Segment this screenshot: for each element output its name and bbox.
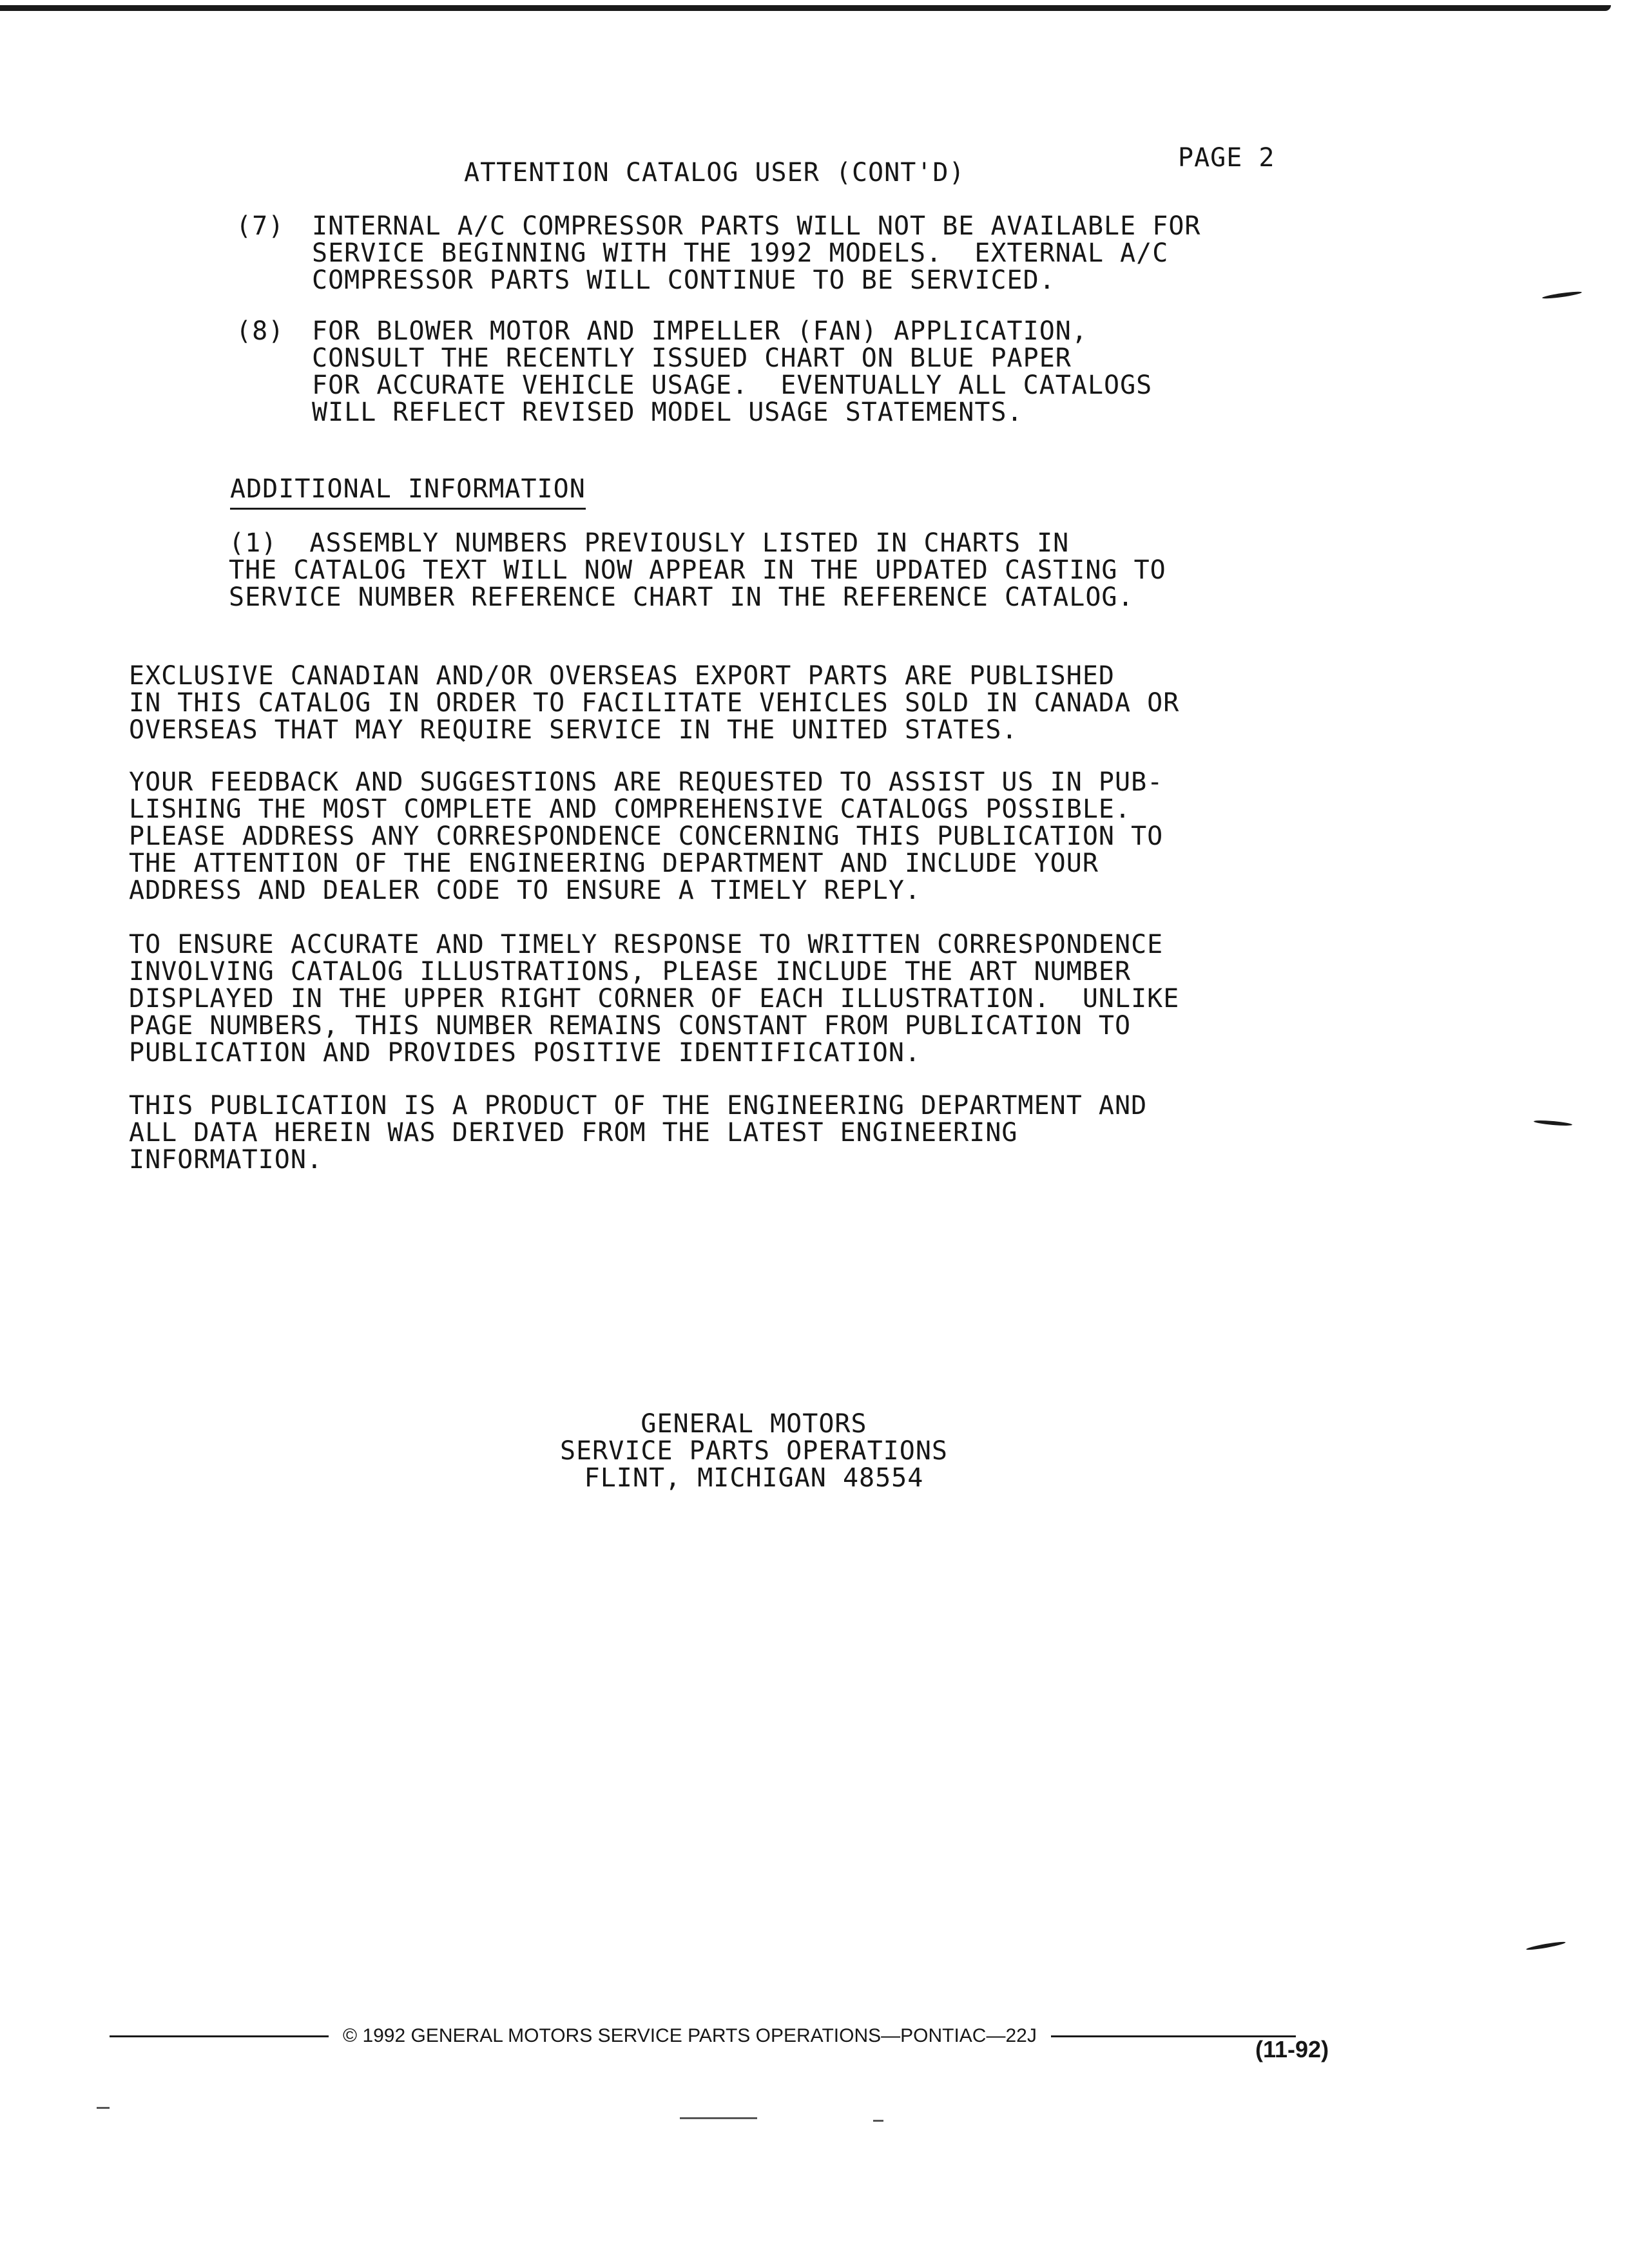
- binding-mark: [1526, 1941, 1566, 1952]
- scan-artifact: [680, 2117, 757, 2119]
- paragraph-engineering: [129, 1092, 1147, 1173]
- item-number: (8): [236, 316, 285, 346]
- page-number: PAGE 2: [1178, 143, 1275, 173]
- numbered-item: [236, 318, 1152, 426]
- item-number: (7): [236, 211, 285, 241]
- item-text: [312, 318, 1152, 426]
- text-line: ADDRESS AND DEALER CODE TO ENSURE A TIMELY REPLY.: [129, 876, 921, 905]
- scan-artifact: [97, 2107, 110, 2109]
- publisher-address: [0, 1410, 1508, 1492]
- text-line: INFORMATION.: [129, 1145, 323, 1175]
- text-line: THE CATALOG TEXT WILL NOW APPEAR IN THE UPDATED CASTING TO: [229, 555, 1166, 585]
- text-line: (1) ASSEMBLY NUMBERS PREVIOUSLY LISTED IN CHARTS IN: [229, 528, 1070, 558]
- section-heading: ADDITIONAL INFORMATION: [230, 474, 586, 510]
- text-line: LISHING THE MOST COMPLETE AND COMPREHENSIVE CATALOGS POSSIBLE.: [129, 794, 1132, 824]
- text-line: PAGE NUMBERS, THIS NUMBER REMAINS CONSTANT FROM PUBLICATION TO: [129, 1011, 1132, 1041]
- text-line: PUBLICATION AND PROVIDES POSITIVE IDENTIFICATION.: [129, 1038, 921, 1068]
- text-line: FOR BLOWER MOTOR AND IMPELLER (FAN) APPLICATION,: [312, 316, 1088, 346]
- text-line: THIS PUBLICATION IS A PRODUCT OF THE ENGINEERING DEPARTMENT AND: [129, 1091, 1148, 1120]
- address-line: SERVICE PARTS OPERATIONS: [560, 1436, 948, 1466]
- paragraph-export-parts: [129, 662, 1179, 744]
- binding-mark: [1542, 291, 1582, 300]
- text-line: IN THIS CATALOG IN ORDER TO FACILITATE VEHICLES SOLD IN CANADA OR: [129, 688, 1180, 718]
- item-text: [312, 213, 1201, 294]
- text-line: ALL DATA HEREIN WAS DERIVED FROM THE LATEST ENGINEERING: [129, 1118, 1018, 1148]
- address-line: FLINT, MICHIGAN 48554: [584, 1463, 924, 1493]
- text-line: COMPRESSOR PARTS WILL CONTINUE TO BE SERVICED.: [312, 265, 1055, 295]
- binding-mark: [1534, 1119, 1572, 1126]
- address-line: GENERAL MOTORS: [641, 1409, 867, 1439]
- text-line: THE ATTENTION OF THE ENGINEERING DEPARTMENT AND INCLUDE YOUR: [129, 849, 1099, 878]
- text-line: OVERSEAS THAT MAY REQUIRE SERVICE IN THE UNITED STATES.: [129, 715, 1018, 745]
- top-border-rule: [0, 5, 1611, 11]
- paragraph-art-number: [129, 931, 1179, 1066]
- text-line: EXCLUSIVE CANADIAN AND/OR OVERSEAS EXPORT PARTS ARE PUBLISHED: [129, 661, 1115, 691]
- text-line: INVOLVING CATALOG ILLUSTRATIONS, PLEASE INCLUDE THE ART NUMBER: [129, 957, 1132, 986]
- text-line: SERVICE BEGINNING WITH THE 1992 MODELS. EXTERNAL A/C: [312, 238, 1169, 268]
- page-title: ATTENTION CATALOG USER (CONT'D): [464, 158, 965, 187]
- text-line: TO ENSURE ACCURATE AND TIMELY RESPONSE TO WRITTEN CORRESPONDENCE: [129, 930, 1164, 959]
- text-line: DISPLAYED IN THE UPPER RIGHT CORNER OF EACH ILLUSTRATION. UNLIKE: [129, 984, 1180, 1014]
- text-line: WILL REFLECT REVISED MODEL USAGE STATEMENTS.: [312, 398, 1023, 427]
- footer: [110, 2025, 1366, 2047]
- text-line: FOR ACCURATE VEHICLE USAGE. EVENTUALLY ALL CATALOGS: [312, 370, 1153, 400]
- paragraph-feedback: [129, 769, 1163, 904]
- text-line: PLEASE ADDRESS ANY CORRESPONDENCE CONCERNING THIS PUBLICATION TO: [129, 822, 1164, 851]
- numbered-item: [236, 213, 1201, 294]
- scan-artifact: [873, 2120, 883, 2122]
- additional-info-text: [229, 530, 1166, 611]
- text-line: SERVICE NUMBER REFERENCE CHART IN THE REFERENCE CATALOG.: [229, 582, 1134, 612]
- footer-rule: [110, 2035, 329, 2037]
- text-line: CONSULT THE RECENTLY ISSUED CHART ON BLUE PAPER: [312, 343, 1072, 373]
- copyright-notice: © 1992 GENERAL MOTORS SERVICE PARTS OPERATIONS—PONTIAC—22J: [343, 2025, 1037, 2046]
- text-line: YOUR FEEDBACK AND SUGGESTIONS ARE REQUESTED TO ASSIST US IN PUB-: [129, 767, 1164, 797]
- revision-date: (11-92): [1255, 2036, 1329, 2062]
- text-line: INTERNAL A/C COMPRESSOR PARTS WILL NOT BE AVAILABLE FOR: [312, 211, 1201, 241]
